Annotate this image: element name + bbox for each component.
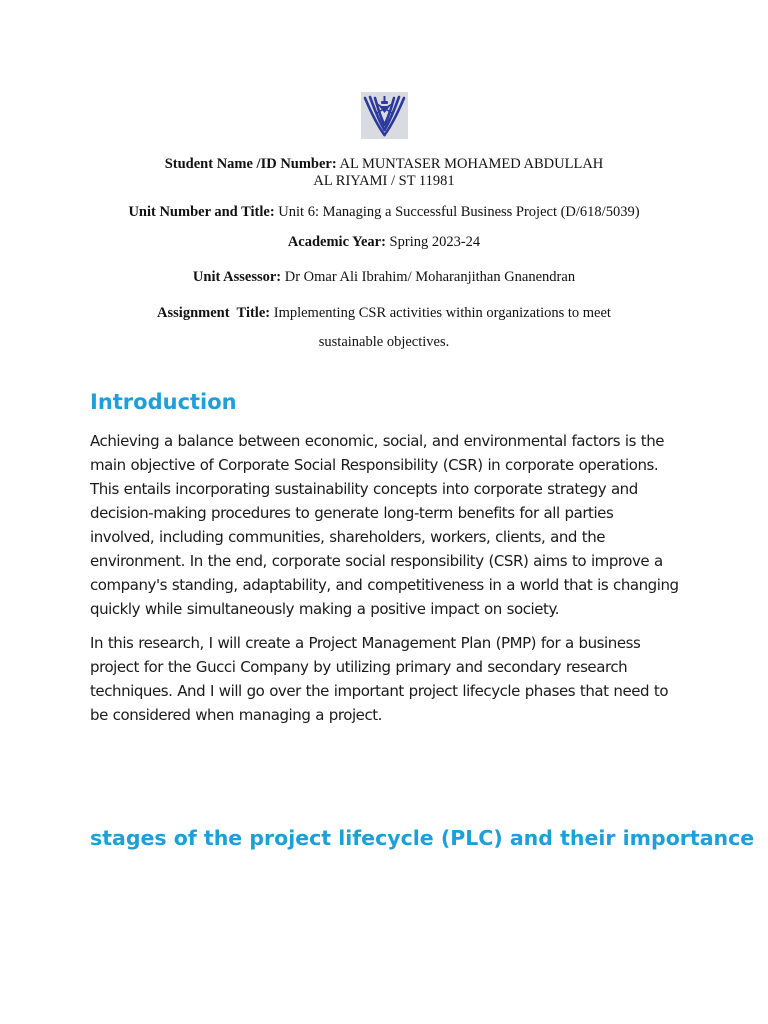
assignment-title-line2: sustainable objectives. bbox=[318, 334, 450, 350]
unit-info bbox=[100, 204, 668, 221]
assignment-title-info bbox=[100, 299, 668, 357]
academic-year-info bbox=[100, 234, 668, 251]
assessor-info bbox=[100, 269, 668, 286]
academic-year-value: Spring 2023-24 bbox=[389, 234, 481, 250]
student-name-line2: AL RIYAMI / ST 11981 bbox=[313, 173, 455, 189]
assignment-title-line1: Implementing CSR activities within organizations to meet bbox=[273, 305, 611, 321]
student-info bbox=[100, 156, 668, 190]
student-label: Student Name /ID Number: bbox=[164, 156, 337, 172]
assessor-value: Dr Omar Ali Ibrahim/ Moharanjithan Gnanendran bbox=[284, 269, 576, 285]
university-crest-icon bbox=[361, 92, 408, 139]
assessor-label: Unit Assessor: bbox=[192, 269, 282, 285]
student-name-line1: AL MUNTASER MOHAMED ABDULLAH bbox=[339, 156, 604, 172]
introduction-paragraph-2: In this research, I will create a Project Management Plan (PMP) for a business project for the Gucci Company by utilizing primary and secondary research techniques. And I will go over the important project lifecycle phases that need to be considered when managing a project. bbox=[90, 634, 669, 724]
assignment-title-label: Assignment Title: bbox=[157, 305, 271, 321]
academic-year-label: Academic Year: bbox=[287, 234, 386, 250]
plc-heading: stages of the project lifecycle (PLC) and their importance bbox=[90, 826, 755, 850]
introduction-heading: Introduction bbox=[90, 390, 237, 414]
unit-value: Unit 6: Managing a Successful Business Project (D/618/5039) bbox=[278, 204, 640, 220]
unit-label: Unit Number and Title: bbox=[128, 204, 275, 220]
introduction-paragraph-1: Achieving a balance between economic, social, and environmental factors is the main objective of Corporate Social Responsibility (CSR) in corporate operations. This entails incorporating sustainability concepts into corporate strategy and decision-making procedures to generate long-term benefits for all parties involved, including communities, shareholders, workers, clients, and the environment. In the end, corporate social responsibility (CSR) aims to improve a company's standing, adaptability, and competitiveness in a world that is changing quickly while simultaneously making a positive impact on society. bbox=[90, 432, 679, 618]
